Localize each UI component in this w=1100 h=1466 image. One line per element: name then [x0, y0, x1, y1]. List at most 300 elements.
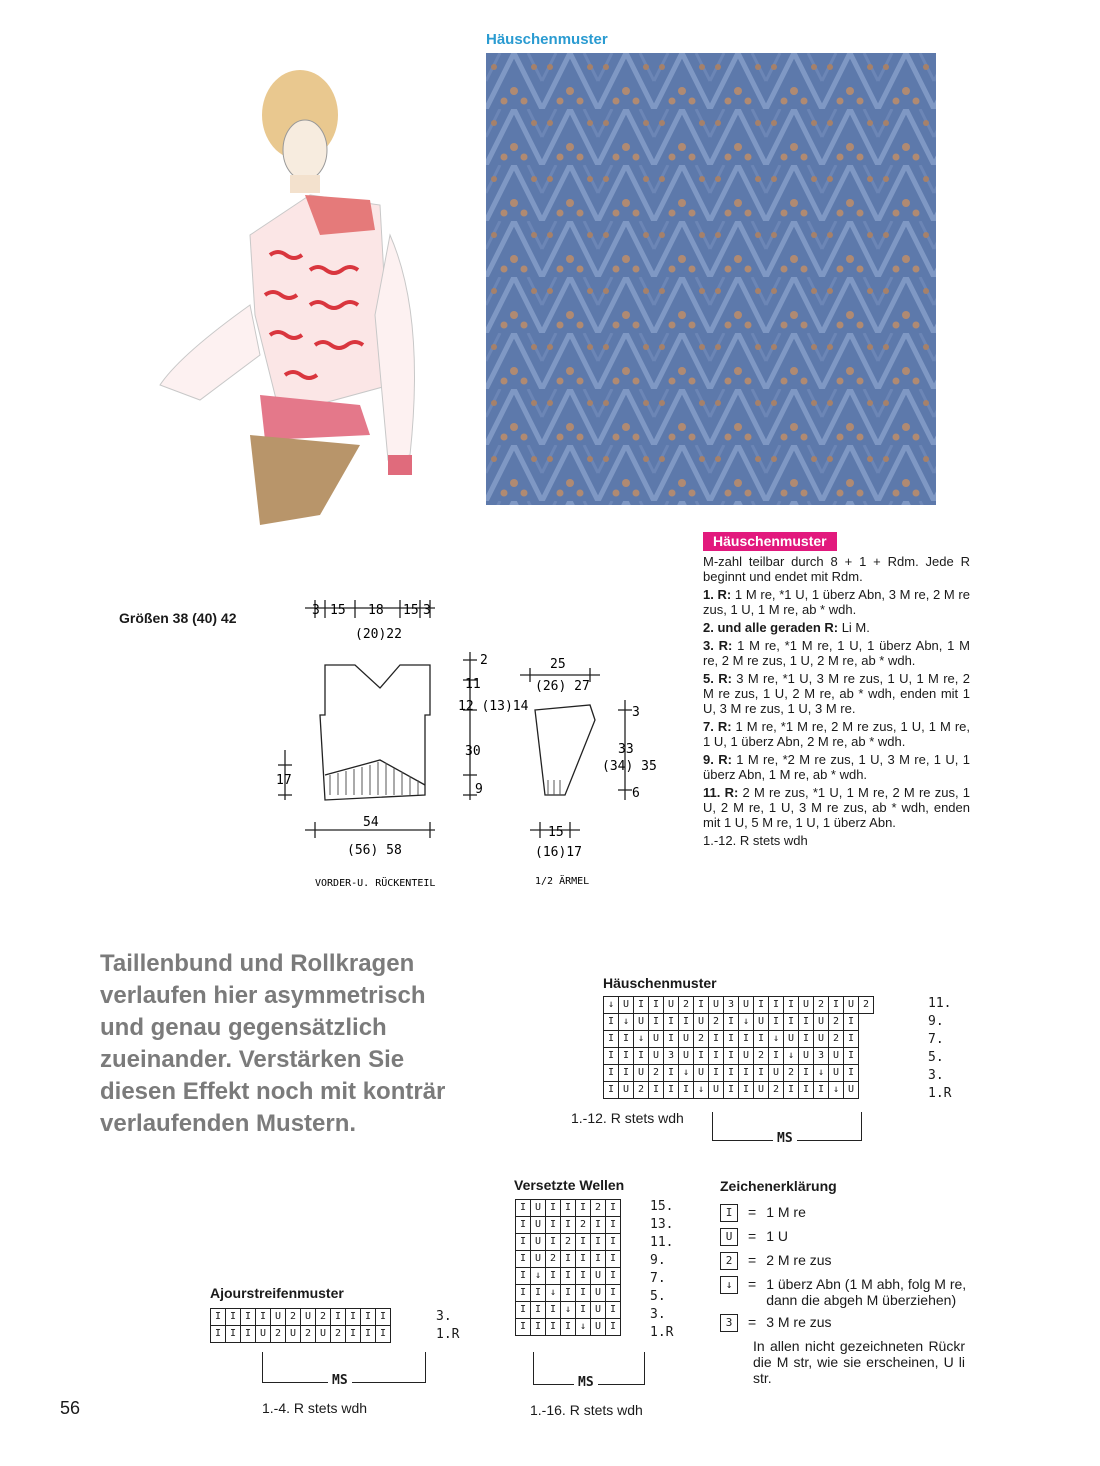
row-label: 5.: [928, 1050, 944, 1065]
schem-sleeve-caption: 1/2 ÄRMEL: [535, 876, 590, 887]
chart-cell: U: [634, 1014, 649, 1031]
chart-cell: 2: [859, 997, 874, 1014]
legend-text: 2 M re zus: [766, 1252, 832, 1268]
chart-cell: U: [694, 1014, 709, 1031]
chart-cell: I: [829, 997, 844, 1014]
chart-cell: I: [619, 1031, 634, 1048]
chart-cell: I: [799, 1014, 814, 1031]
chart-cell: U: [739, 1048, 754, 1065]
legend-item: U = 1 U: [720, 1228, 980, 1246]
legend-text: 1 überz Abn (1 M abh, folg M re, dann die abgeh M überziehen): [766, 1276, 967, 1308]
chart-cell: ↓: [619, 1014, 634, 1031]
instr-row-text: 2 M re zus, *1 U, 1 M re, 2 M re zus, 1 U, 2 M re, 1 U, 3 M re zus, ab * wdh, enden mit 1 U, 5 M re, 1 U, 1 überz Abn.: [703, 785, 971, 830]
chart-cell: I: [799, 1065, 814, 1082]
chart-cell: I: [516, 1217, 531, 1234]
chart-cell: I: [784, 1014, 799, 1031]
chart-cell: I: [546, 1302, 561, 1319]
row-label: 11.: [928, 996, 952, 1011]
chart-cell: I: [604, 1014, 619, 1031]
chart-cell: ↓: [576, 1319, 591, 1336]
legend-symbol: U: [720, 1228, 738, 1246]
chart-row: [604, 1082, 874, 1099]
chart-cell: I: [769, 997, 784, 1014]
schem-sleeve-h-1: 33: [618, 742, 634, 757]
schem-body-w: 54: [363, 815, 379, 830]
chart-cell: ↓: [829, 1082, 844, 1099]
chart-cell: 2: [694, 1031, 709, 1048]
legend-text: 1 U: [766, 1228, 788, 1244]
chart-cell: U: [844, 1082, 859, 1099]
legend-note: In allen nicht gezeichneten Rückr die M str, wie sie erscheinen, U li str.: [753, 1338, 965, 1386]
legend-symbol: 3: [720, 1314, 738, 1332]
chart-cell: 2: [634, 1082, 649, 1099]
chart-row: [211, 1309, 391, 1326]
chart-cell: I: [576, 1234, 591, 1251]
chart-cell: U: [679, 1048, 694, 1065]
chart-cell: I: [604, 1048, 619, 1065]
schem-sleeve-bottom: 15: [548, 825, 564, 840]
chart-cell: I: [256, 1309, 271, 1326]
instr-row-label: 11. R:: [703, 785, 739, 800]
chart-cell: I: [211, 1326, 226, 1343]
fashion-illustration: [140, 55, 440, 565]
chart-cell: U: [256, 1326, 271, 1343]
chart-cell: U: [271, 1309, 286, 1326]
chart-cell: ↓: [739, 1014, 754, 1031]
chart-cell: 2: [316, 1309, 331, 1326]
chart-row: [516, 1200, 621, 1217]
chart-cell: I: [361, 1309, 376, 1326]
instr-row: [703, 671, 970, 716]
chart-cell: U: [754, 1082, 769, 1099]
chart-cell: U: [531, 1200, 546, 1217]
chart-cell: I: [754, 997, 769, 1014]
chart-ajour-row-labels: [436, 1309, 459, 1345]
chart-cell: I: [604, 1031, 619, 1048]
instr-row-label: 5. R:: [703, 671, 732, 686]
chart-cell: I: [516, 1251, 531, 1268]
chart-cell: ↓: [769, 1031, 784, 1048]
row-label: 11.: [650, 1235, 674, 1250]
instr-row-label: 2. und alle geraden R:: [703, 620, 839, 635]
chart-cell: I: [561, 1268, 576, 1285]
chart-waves-ms: MS: [574, 1375, 598, 1390]
chart-ajour: [210, 1308, 391, 1343]
chart-cell: I: [211, 1309, 226, 1326]
schem-body-caption: VORDER-U. RÜCKENTEIL: [315, 878, 436, 889]
chart-cell: I: [784, 1082, 799, 1099]
chart-cell: 3: [814, 1048, 829, 1065]
schem-sleeve-h-2: (34) 35: [602, 759, 657, 774]
chart-row: [604, 997, 874, 1014]
chart-cell: 2: [829, 1014, 844, 1031]
chart-cell: I: [606, 1268, 621, 1285]
chart-cell: I: [576, 1285, 591, 1302]
schem-top-width-3: 15: [403, 603, 419, 618]
instr-row-text: 1 M re, *1 M re, 1 U, 1 überz Abn, 1 M re, 2 M re zus, 1 U, 2 M re, ab * wdh.: [703, 638, 970, 668]
chart-cell: I: [844, 1014, 859, 1031]
chart-cell: I: [561, 1319, 576, 1336]
chart-cell: ↓: [546, 1285, 561, 1302]
chart-cell: I: [724, 1082, 739, 1099]
schem-body-h-1: 11: [465, 677, 481, 692]
chart-cell: I: [606, 1319, 621, 1336]
instr-row-label: 1. R:: [703, 587, 732, 602]
chart-cell: I: [241, 1309, 256, 1326]
legend-symbol: I: [720, 1204, 738, 1222]
knit-sample-photo: [486, 53, 936, 505]
chart-row: [604, 1031, 874, 1048]
instr-row-text: Li M.: [838, 620, 870, 635]
row-label: 5.: [650, 1289, 666, 1304]
chart-cell: U: [649, 1048, 664, 1065]
chart-cell: U: [531, 1217, 546, 1234]
row-label: 7.: [650, 1271, 666, 1286]
chart-row: [211, 1326, 391, 1343]
chart-cell: I: [604, 1082, 619, 1099]
chart-waves: [515, 1199, 621, 1336]
chart-cell: I: [561, 1200, 576, 1217]
chart-cell: I: [724, 1065, 739, 1082]
chart-cell: ↓: [814, 1065, 829, 1082]
chart-row: [516, 1319, 621, 1336]
chart-cell: 2: [679, 997, 694, 1014]
chart-cell: I: [561, 1217, 576, 1234]
chart-cell: 2: [754, 1048, 769, 1065]
row-label: 15.: [650, 1199, 674, 1214]
chart-cell: I: [709, 1048, 724, 1065]
chart-row: [516, 1268, 621, 1285]
chart-cell: I: [739, 1082, 754, 1099]
legend-text: 3 M re zus: [766, 1314, 832, 1330]
chart-cell: I: [576, 1302, 591, 1319]
chart-main-title: Häuschenmuster: [603, 975, 717, 991]
chart-cell: I: [606, 1200, 621, 1217]
chart-cell: 2: [829, 1031, 844, 1048]
schem-body-w-alt: (56) 58: [347, 843, 402, 858]
chart-cell: I: [679, 1082, 694, 1099]
chart-row: [604, 1048, 874, 1065]
chart-cell: U: [634, 1065, 649, 1082]
chart-cell: I: [516, 1268, 531, 1285]
row-label: 1.R: [928, 1086, 952, 1101]
chart-row: [516, 1217, 621, 1234]
legend-symbol: ↓: [720, 1276, 738, 1294]
chart-cell: I: [649, 1014, 664, 1031]
instr-row-label: 3. R:: [703, 638, 733, 653]
chart-cell: I: [606, 1285, 621, 1302]
chart-cell: I: [226, 1326, 241, 1343]
instr-row-label: 9. R:: [703, 752, 732, 767]
chart-cell: U: [709, 997, 724, 1014]
chart-cell: 2: [546, 1251, 561, 1268]
schem-top-alt: (20)22: [355, 627, 402, 642]
chart-cell: I: [546, 1319, 561, 1336]
schem-body-h-4: 9: [475, 782, 483, 797]
chart-cell: I: [546, 1268, 561, 1285]
row-label: 7.: [928, 1032, 944, 1047]
chart-cell: I: [591, 1217, 606, 1234]
schem-sleeve-top-alt: (26) 27: [535, 679, 590, 694]
chart-cell: U: [784, 1031, 799, 1048]
schem-body-h-0: 2: [480, 653, 488, 668]
chart-cell: I: [226, 1309, 241, 1326]
chart-cell: I: [606, 1217, 621, 1234]
chart-cell: U: [844, 997, 859, 1014]
chart-cell: I: [606, 1234, 621, 1251]
chart-cell: I: [739, 1031, 754, 1048]
chart-cell: I: [694, 1048, 709, 1065]
row-label: 3.: [436, 1309, 452, 1324]
chart-ajour-repeat: 1.-4. R stets wdh: [262, 1400, 368, 1416]
instr-row-text: 1 M re, *1 M re, 2 M re zus, 1 U, 1 M re, 1 U, 1 überz Abn, 2 M re, ab * wdh.: [703, 719, 970, 749]
schem-top-width-1: 15: [330, 603, 346, 618]
legend-item: I = 1 M re: [720, 1204, 980, 1222]
chart-cell: I: [664, 1082, 679, 1099]
chart-cell: U: [286, 1326, 301, 1343]
row-label: 3.: [928, 1068, 944, 1083]
chart-cell: U: [664, 997, 679, 1014]
chart-cell: I: [769, 1014, 784, 1031]
chart-cell: 2: [649, 1065, 664, 1082]
chart-cell: I: [376, 1326, 391, 1343]
chart-cell: I: [784, 997, 799, 1014]
chart-cell: U: [591, 1302, 606, 1319]
chart-row: [604, 1014, 874, 1031]
chart-cell: I: [531, 1319, 546, 1336]
instr-row: [703, 620, 970, 635]
legend-item: ↓ = 1 überz Abn (1 M abh, folg M re, dann die abgeh M überziehen): [720, 1276, 980, 1308]
chart-cell: I: [546, 1217, 561, 1234]
row-label: 13.: [650, 1217, 674, 1232]
chart-cell: U: [754, 1014, 769, 1031]
chart-cell: I: [679, 1014, 694, 1031]
instr-row-text: 1 M re, *1 U, 1 überz Abn, 3 M re, 2 M re zus, 1 U, 1 M re, ab * wdh.: [703, 587, 970, 617]
chart-cell: I: [844, 1048, 859, 1065]
chart-cell: I: [754, 1031, 769, 1048]
chart-cell: I: [561, 1251, 576, 1268]
instr-row: [703, 719, 970, 749]
chart-cell: I: [606, 1251, 621, 1268]
legend-item: 3 = 3 M re zus: [720, 1314, 980, 1332]
chart-cell: I: [591, 1234, 606, 1251]
chart-cell: U: [531, 1251, 546, 1268]
chart-cell: U: [739, 997, 754, 1014]
row-label: 1.R: [436, 1327, 460, 1342]
chart-cell: ↓: [531, 1268, 546, 1285]
chart-cell: I: [664, 1031, 679, 1048]
chart-cell: 2: [576, 1217, 591, 1234]
chart-cell: U: [679, 1031, 694, 1048]
chart-cell: I: [606, 1302, 621, 1319]
chart-cell: I: [634, 1048, 649, 1065]
chart-cell: I: [546, 1200, 561, 1217]
chart-main: [603, 996, 874, 1099]
chart-row: [516, 1285, 621, 1302]
chart-cell: I: [516, 1285, 531, 1302]
chart-cell: I: [361, 1326, 376, 1343]
chart-cell: ↓: [694, 1082, 709, 1099]
chart-cell: I: [531, 1285, 546, 1302]
chart-main-ms: MS: [773, 1131, 797, 1146]
instr-row-label: 7. R:: [703, 719, 732, 734]
chart-cell: 2: [286, 1309, 301, 1326]
photo-title: Häuschenmuster: [486, 31, 608, 48]
chart-waves-repeat: 1.-16. R stets wdh: [530, 1402, 643, 1418]
garment-schematic: [260, 590, 690, 900]
chart-cell: ↓: [634, 1031, 649, 1048]
chart-waves-title: Versetzte Wellen: [514, 1177, 625, 1193]
chart-cell: U: [591, 1285, 606, 1302]
chart-cell: 2: [561, 1234, 576, 1251]
chart-cell: U: [829, 1048, 844, 1065]
chart-cell: I: [516, 1234, 531, 1251]
schem-sleeve-h-3: 6: [632, 786, 640, 801]
chart-ajour-ms: MS: [328, 1373, 352, 1388]
chart-cell: I: [516, 1200, 531, 1217]
chart-cell: 2: [784, 1065, 799, 1082]
schem-sleeve-h-0: 3: [632, 705, 640, 720]
chart-cell: I: [331, 1309, 346, 1326]
chart-cell: I: [844, 1065, 859, 1082]
chart-cell: I: [241, 1326, 256, 1343]
chart-cell: I: [664, 1065, 679, 1082]
chart-cell: 2: [591, 1200, 606, 1217]
instructions-repeat: 1.-12. R stets wdh: [703, 833, 808, 848]
chart-cell: I: [376, 1309, 391, 1326]
chart-cell: I: [619, 1065, 634, 1082]
chart-cell: U: [799, 997, 814, 1014]
schem-top-width-4: 3: [423, 603, 431, 618]
chart-cell: I: [664, 1014, 679, 1031]
legend-title: Zeichenerklärung: [720, 1178, 837, 1194]
chart-cell: I: [649, 1082, 664, 1099]
chart-cell: U: [694, 1065, 709, 1082]
chart-cell: ↓: [784, 1048, 799, 1065]
chart-cell: 2: [769, 1082, 784, 1099]
chart-cell: U: [301, 1309, 316, 1326]
chart-cell: 2: [301, 1326, 316, 1343]
chart-cell: I: [591, 1251, 606, 1268]
schem-top-width-2: 18: [368, 603, 384, 618]
chart-cell: I: [649, 997, 664, 1014]
chart-cell: 2: [331, 1326, 346, 1343]
chart-cell: I: [531, 1302, 546, 1319]
schem-top-width-0: 3: [312, 603, 320, 618]
schem-left-h: 17: [276, 773, 292, 788]
row-label: 9.: [928, 1014, 944, 1029]
chart-cell: U: [531, 1234, 546, 1251]
chart-cell: I: [576, 1251, 591, 1268]
chart-cell: U: [591, 1268, 606, 1285]
chart-cell: U: [814, 1014, 829, 1031]
chart-cell: ↓: [561, 1302, 576, 1319]
instr-row-text: 3 M re, *1 U, 3 M re zus, 1 U, 1 M re, 2 M re zus, 1 U, 2 M re, ab * wdh, enden mit 1 U, 3 M re zus, 1 U, 3 M re.: [703, 671, 970, 716]
chart-cell: I: [709, 1065, 724, 1082]
schem-sleeve-bottom-alt: (16)17: [535, 845, 582, 860]
chart-row: [516, 1302, 621, 1319]
chart-ajour-title: Ajourstreifenmuster: [210, 1285, 344, 1301]
chart-cell: I: [346, 1326, 361, 1343]
chart-cell: U: [829, 1065, 844, 1082]
instr-row: [703, 638, 970, 668]
chart-row: [604, 1065, 874, 1082]
chart-cell: ↓: [604, 997, 619, 1014]
chart-cell: I: [769, 1048, 784, 1065]
chart-cell: I: [516, 1302, 531, 1319]
chart-row: [516, 1251, 621, 1268]
chart-cell: I: [724, 1014, 739, 1031]
page-number: 56: [60, 1398, 81, 1418]
chart-cell: 2: [709, 1014, 724, 1031]
legend-item: 2 = 2 M re zus: [720, 1252, 980, 1270]
instr-row-text: 1 M re, *2 M re zus, 1 U, 3 M re, 1 U, 1 überz Abn, 1 M re, ab * wdh.: [703, 752, 970, 782]
chart-cell: ↓: [679, 1065, 694, 1082]
chart-cell: 3: [724, 997, 739, 1014]
chart-cell: I: [576, 1268, 591, 1285]
chart-cell: U: [649, 1031, 664, 1048]
chart-cell: U: [591, 1319, 606, 1336]
chart-cell: U: [619, 997, 634, 1014]
chart-cell: I: [814, 1082, 829, 1099]
promo-text: Taillenbund und Rollkragen verlaufen hier asymmetrisch und genau gegensätzlich zueinander. Verstärken Sie diesen Effekt noch mit konträr verlaufenden Mustern.: [100, 950, 446, 1137]
chart-main-repeat: 1.-12. R stets wdh: [571, 1110, 684, 1126]
chart-cell: I: [724, 1031, 739, 1048]
chart-cell: I: [346, 1309, 361, 1326]
chart-cell: 3: [664, 1048, 679, 1065]
chart-cell: 2: [271, 1326, 286, 1343]
chart-cell: I: [546, 1234, 561, 1251]
chart-cell: U: [814, 1031, 829, 1048]
chart-cell: U: [799, 1048, 814, 1065]
schem-body-h-3: 30: [465, 744, 481, 759]
instr-row: [703, 785, 970, 830]
chart-cell: I: [799, 1031, 814, 1048]
chart-cell: I: [576, 1200, 591, 1217]
chart-cell: I: [724, 1048, 739, 1065]
chart-cell: I: [634, 997, 649, 1014]
sizes-label: Größen 38 (40) 42: [119, 610, 237, 626]
chart-cell: I: [844, 1031, 859, 1048]
schem-sleeve-top: 25: [550, 657, 566, 672]
chart-main-row-labels: [928, 996, 951, 1104]
legend-symbol: 2: [720, 1252, 738, 1270]
instr-row: [703, 752, 970, 782]
legend: [720, 1178, 980, 1386]
chart-cell: 2: [814, 997, 829, 1014]
chart-cell: U: [709, 1082, 724, 1099]
legend-text: 1 M re: [766, 1204, 806, 1220]
row-label: 9.: [650, 1253, 666, 1268]
chart-cell: I: [516, 1319, 531, 1336]
chart-waves-row-labels: [650, 1199, 673, 1343]
row-label: 3.: [650, 1307, 666, 1322]
chart-cell: U: [619, 1082, 634, 1099]
row-label: 1.R: [650, 1325, 674, 1340]
chart-cell: U: [316, 1326, 331, 1343]
chart-cell: I: [604, 1065, 619, 1082]
chart-row: [516, 1234, 621, 1251]
chart-cell: I: [619, 1048, 634, 1065]
instructions-intro: M-zahl teilbar durch 8 + 1 + Rdm. Jede R beginnt und endet mit Rdm.: [703, 554, 970, 584]
instructions-badge: Häuschenmuster: [703, 532, 837, 551]
chart-cell: I: [739, 1065, 754, 1082]
chart-cell: I: [799, 1082, 814, 1099]
chart-cell: I: [754, 1065, 769, 1082]
pattern-instructions: [703, 532, 970, 851]
chart-cell: U: [769, 1065, 784, 1082]
schem-body-h-2: 12 (13)14: [458, 699, 529, 714]
